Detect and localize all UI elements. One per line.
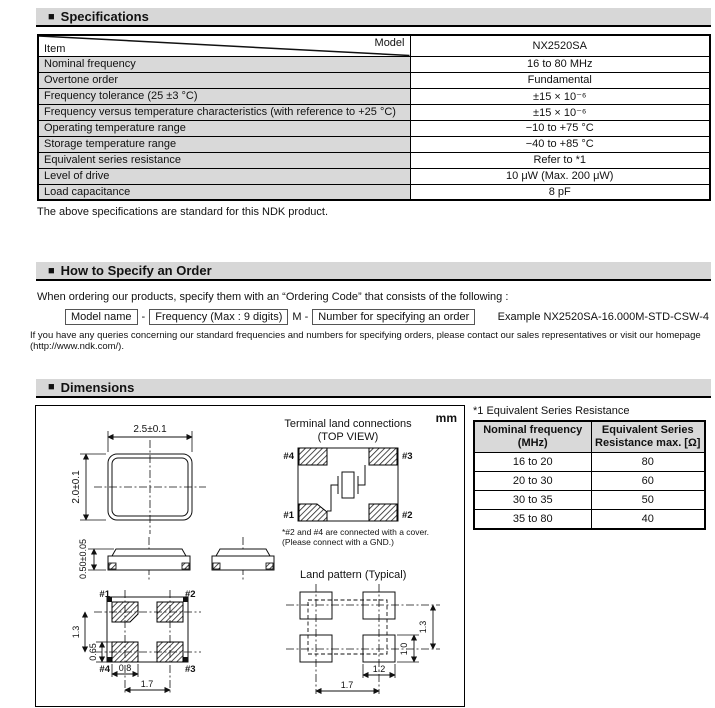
esr-row	[474, 453, 705, 472]
spec-value-cell: 10 μW (Max. 200 μW)	[410, 168, 710, 184]
section-bullet-icon: ■	[48, 381, 55, 394]
spec-row	[38, 56, 710, 72]
spec-value-cell: 16 to 80 MHz	[410, 56, 710, 72]
esr-table	[473, 420, 706, 530]
esr-res-cell: 40	[591, 510, 705, 529]
corner-item-label: Item	[44, 42, 66, 55]
model-value-cell: NX2520SA	[410, 35, 710, 56]
pad-3-shape	[157, 642, 183, 662]
spec-row	[38, 136, 710, 152]
esr-freq-cell: 35 to 80	[474, 510, 591, 529]
order-intro-text: When ordering our products, specify them with an “Ordering Code” that consists of the following :	[37, 291, 509, 303]
spec-item-cell: Frequency versus temperature characteristics (with reference to +25 °C)	[38, 104, 410, 120]
land-dim-1-7: 1.7	[340, 679, 354, 690]
bottom-view-dim-1-3: 1.3	[71, 625, 81, 639]
spec-item-cell: Storage temperature range	[38, 136, 410, 152]
pad-4-shape	[112, 642, 138, 662]
section-header-specifications	[36, 8, 711, 27]
esr-freq-cell: 30 to 35	[474, 491, 591, 510]
top-view-width-dim: 2.5±0.1	[133, 423, 167, 435]
diagonal-divider	[39, 36, 410, 56]
spec-value-cell: −10 to +75 °C	[410, 120, 710, 136]
esr-col1-header: Nominal frequency (MHz)	[474, 421, 591, 453]
terminal-note-2: (Please connect with a GND.)	[282, 536, 394, 547]
terminal-title: Terminal land connections	[284, 417, 412, 430]
pad-1-shape	[112, 602, 138, 622]
section-header-order	[36, 262, 711, 281]
pad-1-label: #1	[99, 588, 110, 600]
esr-res-cell: 80	[591, 453, 705, 472]
bottom-view-dim-1-7: 1.7	[140, 678, 154, 689]
terminal-note-1: *#2 and #4 are connected with a cover.	[282, 526, 429, 537]
package-top-view	[71, 424, 206, 534]
land-pattern	[286, 569, 440, 694]
esr-caption: *1 Equivalent Series Resistance	[473, 404, 630, 417]
esr-block	[473, 405, 707, 530]
crystal-symbol	[327, 465, 365, 511]
package-bottom-view	[71, 589, 201, 694]
pad-2-label: #2	[185, 588, 196, 600]
code-box-order-number: Number for specifying an order	[312, 309, 475, 325]
section-title: How to Specify an Order	[60, 263, 212, 278]
esr-row	[474, 472, 705, 491]
terminal-pad-bl-label: #1	[283, 509, 294, 521]
bottom-view-dim-0-8: 0.8	[118, 662, 132, 673]
section-bullet-icon: ■	[48, 10, 55, 23]
dimensions-content	[35, 405, 711, 707]
order-note	[30, 331, 713, 353]
land-dim-1-3: 1.3	[418, 620, 428, 634]
terminal-pad-tr-label: #3	[402, 450, 413, 462]
ordering-code-row	[65, 309, 709, 325]
spec-item-cell: Equivalent series resistance	[38, 152, 410, 168]
spec-item-cell: Level of drive	[38, 168, 410, 184]
esr-col2-header: Equivalent Series Resistance max. [Ω]	[591, 421, 705, 453]
dimensions-drawing	[36, 406, 464, 706]
bottom-view-dim-0-65: 0.65	[88, 643, 98, 661]
spec-value-cell: Fundamental	[410, 72, 710, 88]
land-pattern-title: Land pattern (Typical)	[300, 568, 407, 581]
esr-freq-cell: 16 to 20	[474, 453, 591, 472]
terminal-subtitle: (TOP VIEW)	[317, 430, 379, 443]
spec-row	[38, 72, 710, 88]
terminal-pad-1-shape	[299, 504, 327, 521]
spec-value-cell: −40 to +85 °C	[410, 136, 710, 152]
order-note-line2: (http://www.ndk.com/).	[30, 340, 124, 352]
spec-row	[38, 104, 710, 120]
terminal-pad-2-shape	[369, 504, 397, 521]
esr-row	[474, 510, 705, 529]
pad-4-label: #4	[99, 663, 110, 675]
top-view-height-dim: 2.0±0.1	[71, 470, 82, 504]
package-side-views	[78, 537, 274, 580]
section-bullet-icon: ■	[48, 264, 55, 277]
unit-label: mm	[435, 410, 457, 425]
terminal-pad-br-label: #2	[402, 509, 413, 521]
spec-item-cell: Operating temperature range	[38, 120, 410, 136]
code-box-model-name: Model name	[65, 309, 138, 325]
section-title: Specifications	[60, 9, 149, 24]
spec-value-cell: Refer to *1	[410, 152, 710, 168]
esr-header-row	[474, 421, 705, 453]
spec-corner-cell	[38, 35, 410, 56]
spec-row	[38, 152, 710, 168]
specifications-table	[37, 34, 711, 201]
code-box-frequency: Frequency (Max : 9 digits)	[149, 309, 288, 325]
spec-row	[38, 88, 710, 104]
terminal-pad-4-shape	[299, 448, 327, 465]
spec-footnote: The above specifications are standard for this NDK product.	[37, 206, 329, 218]
pad-2-shape	[157, 602, 183, 622]
terminal-pad-3-shape	[369, 448, 397, 465]
order-note-line1: If you have any queries concerning our standard frequencies and numbers for specifying orders, please contact our sales representatives or visit our homepage	[30, 330, 701, 341]
section-header-dimensions	[36, 379, 711, 398]
esr-row	[474, 491, 705, 510]
section-title: Dimensions	[60, 379, 135, 395]
spec-header-row	[38, 35, 710, 56]
esr-freq-cell: 20 to 30	[474, 472, 591, 491]
spec-item-cell: Nominal frequency	[38, 56, 410, 72]
esr-res-cell: 60	[591, 472, 705, 491]
spec-row	[38, 168, 710, 184]
spec-row	[38, 184, 710, 200]
spec-value-cell: ±15 × 10⁻⁶	[410, 88, 710, 104]
corner-model-label: Model	[374, 37, 405, 49]
terminal-land-connections	[282, 418, 429, 547]
side-view-height-dim: 0.50±0.05	[78, 538, 88, 579]
land-dim-1-2: 1.2	[372, 663, 386, 674]
spec-row	[38, 120, 710, 136]
code-separator: M -	[292, 311, 309, 323]
dimensions-drawing-box	[35, 405, 465, 707]
terminal-pad-tl-label: #4	[283, 450, 294, 462]
land-dim-1-0: 1.0	[399, 642, 409, 656]
spec-item-cell: Frequency tolerance (25 ±3 °C)	[38, 88, 410, 104]
spec-item-cell: Load capacitance	[38, 184, 410, 200]
code-separator: -	[141, 311, 146, 323]
spec-value-cell: 8 pF	[410, 184, 710, 200]
ordering-example: Example NX2520SA-16.000M-STD-CSW-4	[497, 311, 709, 323]
spec-item-cell: Overtone order	[38, 72, 410, 88]
pad-3-label: #3	[185, 663, 196, 675]
spec-value-cell: ±15 × 10⁻⁶	[410, 104, 710, 120]
esr-res-cell: 50	[591, 491, 705, 510]
